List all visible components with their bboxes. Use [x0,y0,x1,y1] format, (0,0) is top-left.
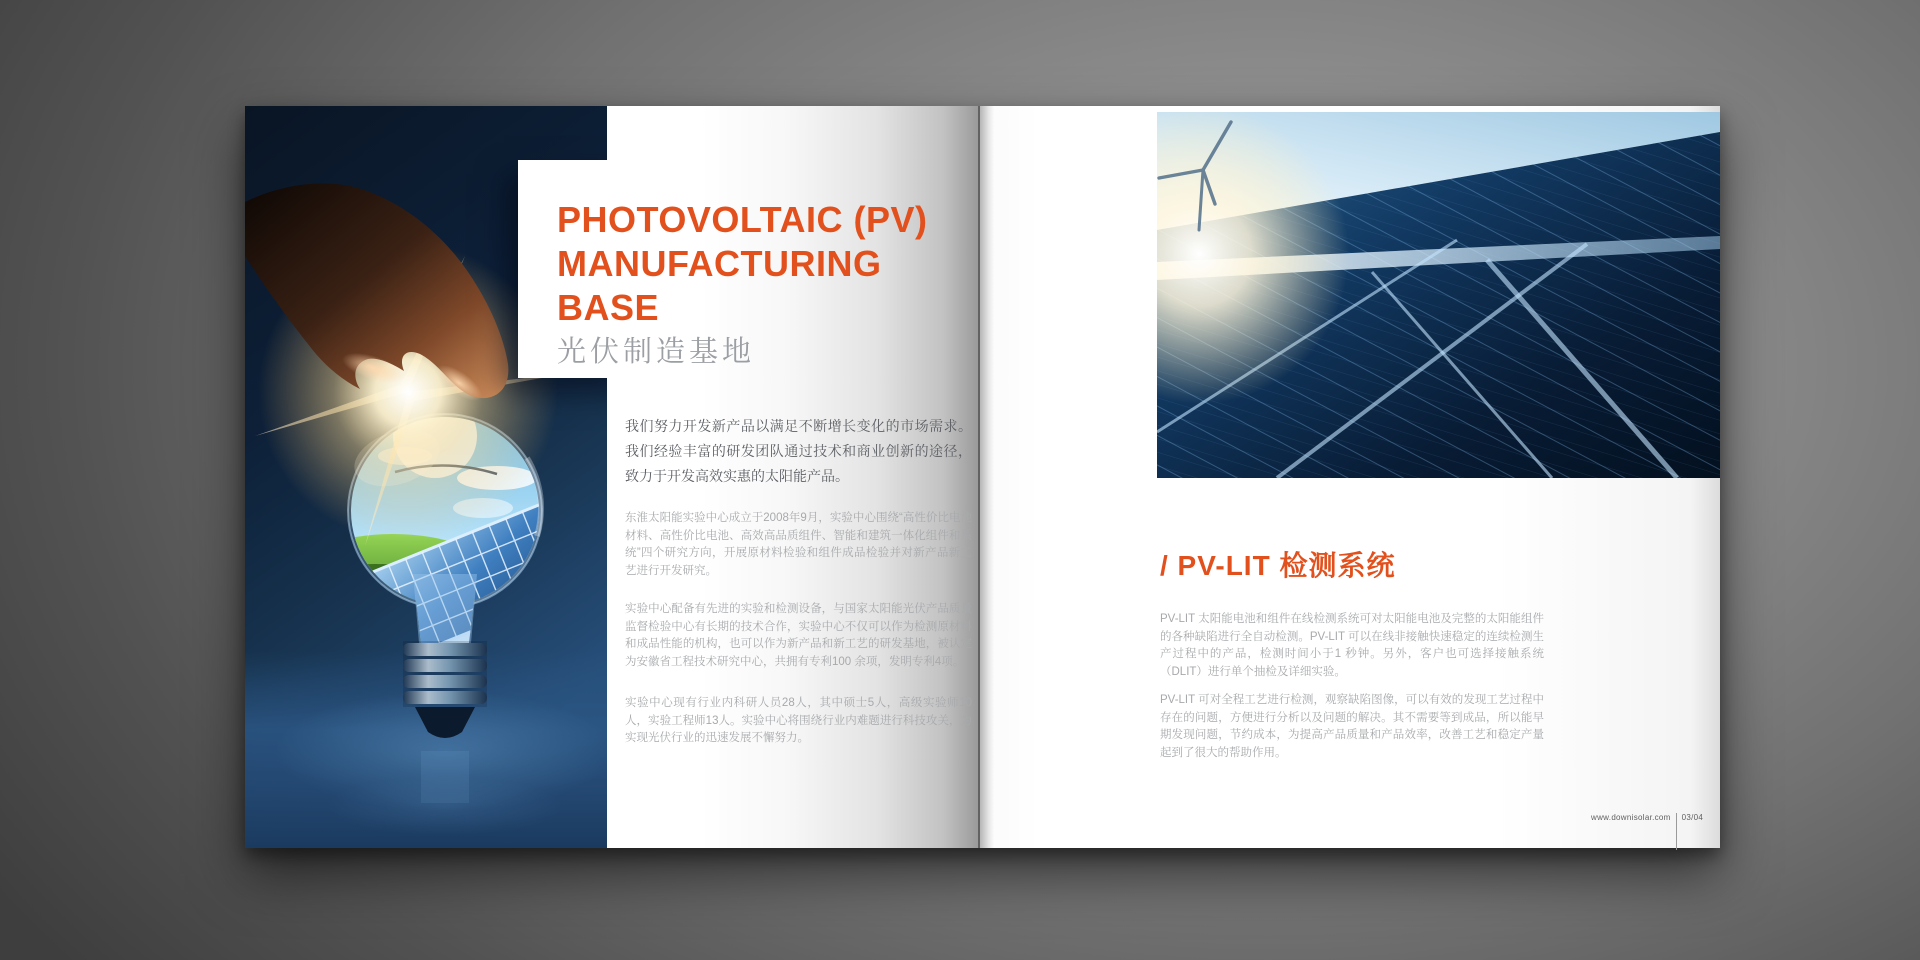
title-line-2: MANUFACTURING [557,243,882,284]
brochure-spread [245,106,1720,848]
page-title [557,198,928,368]
section-title: / PV-LIT 检测系统 [1160,550,1396,581]
body-paragraph: 实验中心现有行业内科研人员28人，其中硕士5人，高级实验师10人，实验工程师13人。实验中心将围绕行业内难题进行科技攻关，为实现光伏行业的迅速发展不懈努力。 [625,697,972,744]
footer-divider [1676,813,1677,850]
body-paragraph: 东淮太阳能实验中心成立于2008年9月，实验中心围绕“高性价比电池材料、高性价比电池、高效高品质组件、智能和建筑一体化组件和系统”四个研究方向，开展原材料检验和组件成品检验并对新产品新工艺进行开发研究。 [625,512,972,577]
lightbulb-hand-photo [245,106,607,848]
footer-website: www.downisolar.com [1591,813,1671,822]
page-right [980,106,1720,848]
intro-paragraph: 我们努力开发新产品以满足不断增长变化的市场需求。我们经验丰富的研发团队通过技术和商业创新的途径，致力于开发高效实惠的太阳能产品。 [625,418,972,484]
body-paragraph: PV-LIT 太阳能电池和组件在线检测系统可对太阳能电池及完整的太阳能组件的各种缺陷进行全自动检测。PV-LIT 可以在线非接触快速稳定的连续检测生产过程中的产品，检测时间小于1 秒钟。另外，客户也可选择接触系统（DLIT）进行单个抽检及详细实验。 [1160,613,1544,678]
title-line-3: BASE [557,287,660,328]
body-paragraph: 实验中心配备有先进的实验和检测设备，与国家太阳能光伏产品质量监督检验中心有长期的技术合作，实验中心不仅可以作为检测原材料和成品性能的机构，也可以作为新产品和新工艺的研发基地，被认定为安徽省工程技术研究中心，共拥有专利100 余项，发明专利4项。 [625,603,972,668]
page-subtitle: 光伏制造基地 [557,336,756,368]
page-left [245,106,980,848]
pv-lit-section [1160,548,1544,773]
body-paragraph: PV-LIT 可对全程工艺进行检测，观察缺陷图像，可以有效的发现工艺过程中存在的问题，方便进行分析以及问题的解决。其不需要等到成品，所以能早期发现问题，节约成本，为提高产品质量和产品效率，改善工艺和稳定产量起到了很大的帮助作用。 [1160,694,1544,759]
solar-panel-photo [1157,112,1720,478]
center-fold [978,106,980,848]
solar-panel-art [1157,112,1720,478]
page-footer [1591,813,1703,850]
left-body-text [625,414,972,748]
title-line-1: PHOTOVOLTAIC (PV) [557,199,928,240]
footer-page-number: 03/04 [1681,813,1704,822]
